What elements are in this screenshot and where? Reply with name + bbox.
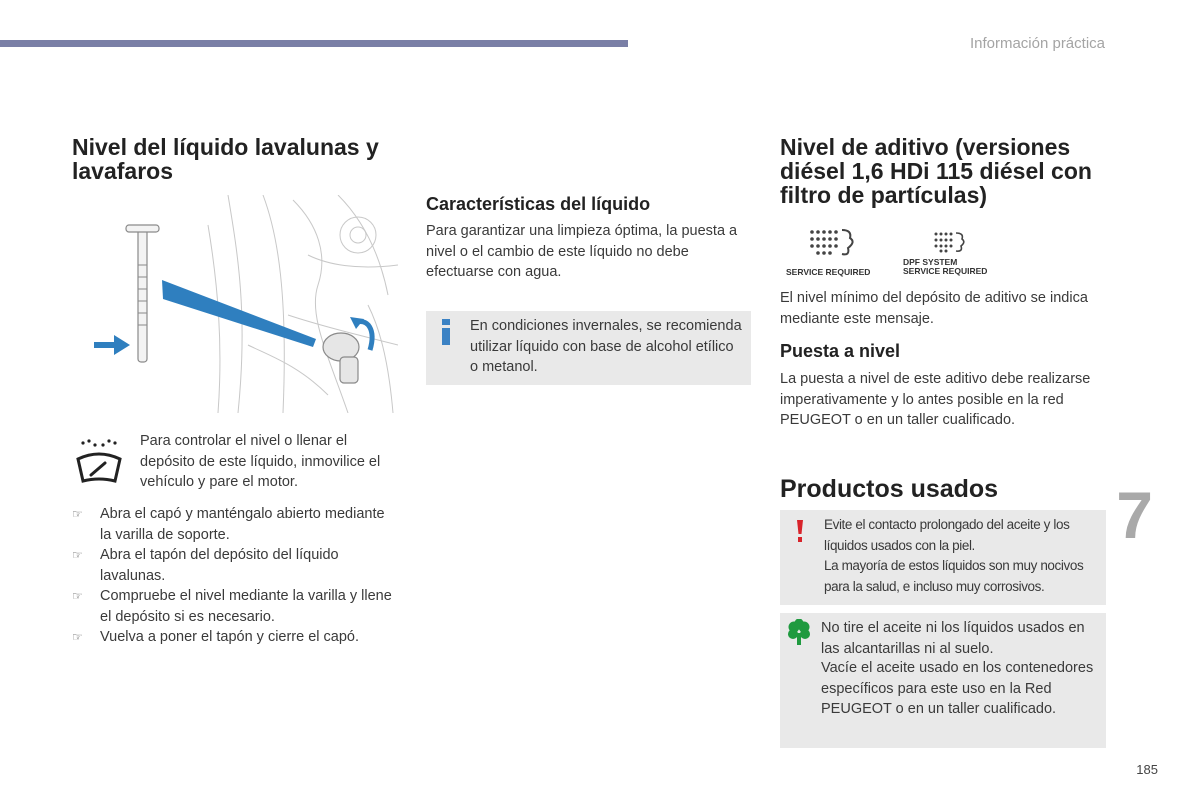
- used-products-title: Productos usados: [780, 475, 999, 503]
- dpf-warning-icon: [932, 230, 966, 254]
- pointing-hand-icon: ☞: [72, 548, 83, 562]
- service-required-warning-icon: [806, 226, 858, 258]
- windscreen-washer-icon: [73, 437, 125, 485]
- fluid-characteristics-title: Características del líquido: [426, 194, 651, 214]
- info-icon: [440, 319, 452, 345]
- additive-title: Nivel de aditivo (versiones diésel 1,6 HDi 115 diésel con filtro de partículas): [780, 134, 1092, 208]
- info-note-text: En condiciones invernales, se recomienda utilizar líquido con base de alcohol etílico o metanol.: [470, 318, 742, 375]
- list-item: ☞ Vuelva a poner el tapón y cierre el capó.: [72, 627, 392, 648]
- eco-note: [780, 613, 1106, 748]
- warning-text-1: Evite el contacto prolongado del aceite y los líquidos usados con la piel.: [824, 517, 1070, 553]
- section-header: Información práctica: [969, 35, 1105, 52]
- additive-body: El nivel mínimo del depósito de aditivo se indica mediante este mensaje.: [780, 290, 1088, 327]
- list-item: ☞ Compruebe el nivel mediante la varilla y llene el depósito si es necesario.: [72, 588, 392, 625]
- eco-text-1: No tire el aceite ni los líquidos usados en las alcantarillas ni al suelo.: [821, 620, 1085, 657]
- washer-dipstick-illustration: [88, 195, 398, 413]
- washer-fluid-title: Nivel del líquido lavalunas y lavafaros: [72, 134, 379, 184]
- topup-title: Puesta a nivel: [780, 341, 901, 361]
- page-number: 185: [1136, 762, 1158, 777]
- warning-note: [780, 510, 1106, 605]
- header-accent-bar: [0, 40, 628, 47]
- washer-instruction: Para controlar el nivel o llenar el depósito de este líquido, inmovilice el vehículo y pare el motor.: [140, 433, 381, 490]
- tree-icon: [788, 619, 810, 645]
- list-item: ☞ Abra el capó y manténgalo abierto mediante la varilla de soporte.: [72, 506, 385, 543]
- dpf-system-label: DPF SYSTEM: [903, 257, 958, 267]
- list-item: ☞ Abra el tapón del depósito del líquido lavalunas.: [72, 547, 339, 584]
- topup-body: La puesta a nivel de este aditivo debe realizarse imperativamente y lo antes posible en la red PEUGEOT o en un taller cualificado.: [780, 371, 1091, 428]
- chapter-number: 7: [1116, 478, 1153, 552]
- info-note: [426, 311, 751, 385]
- exclamation-icon: [796, 520, 804, 542]
- washer-steps-list: [72, 504, 392, 648]
- service-required-label: SERVICE REQUIRED: [786, 267, 871, 277]
- pointing-hand-icon: ☞: [72, 630, 83, 644]
- eco-text-2: Vacíe el aceite usado en los contenedores específicos para este uso en la Red PEUGEOT o en un taller cualificado.: [821, 660, 1094, 717]
- pointing-hand-icon: ☞: [72, 589, 83, 603]
- pointing-hand-icon: ☞: [72, 507, 83, 521]
- warning-text-2: La mayoría de estos líquidos son muy nocivos para la salud, e incluso muy corrosivos.: [824, 558, 1084, 594]
- dpf-service-required-label: SERVICE REQUIRED: [903, 266, 988, 276]
- fluid-characteristics-body: Para garantizar una limpieza óptima, la puesta a nivel o el cambio de este líquido no debe efectuarse con agua.: [426, 223, 738, 280]
